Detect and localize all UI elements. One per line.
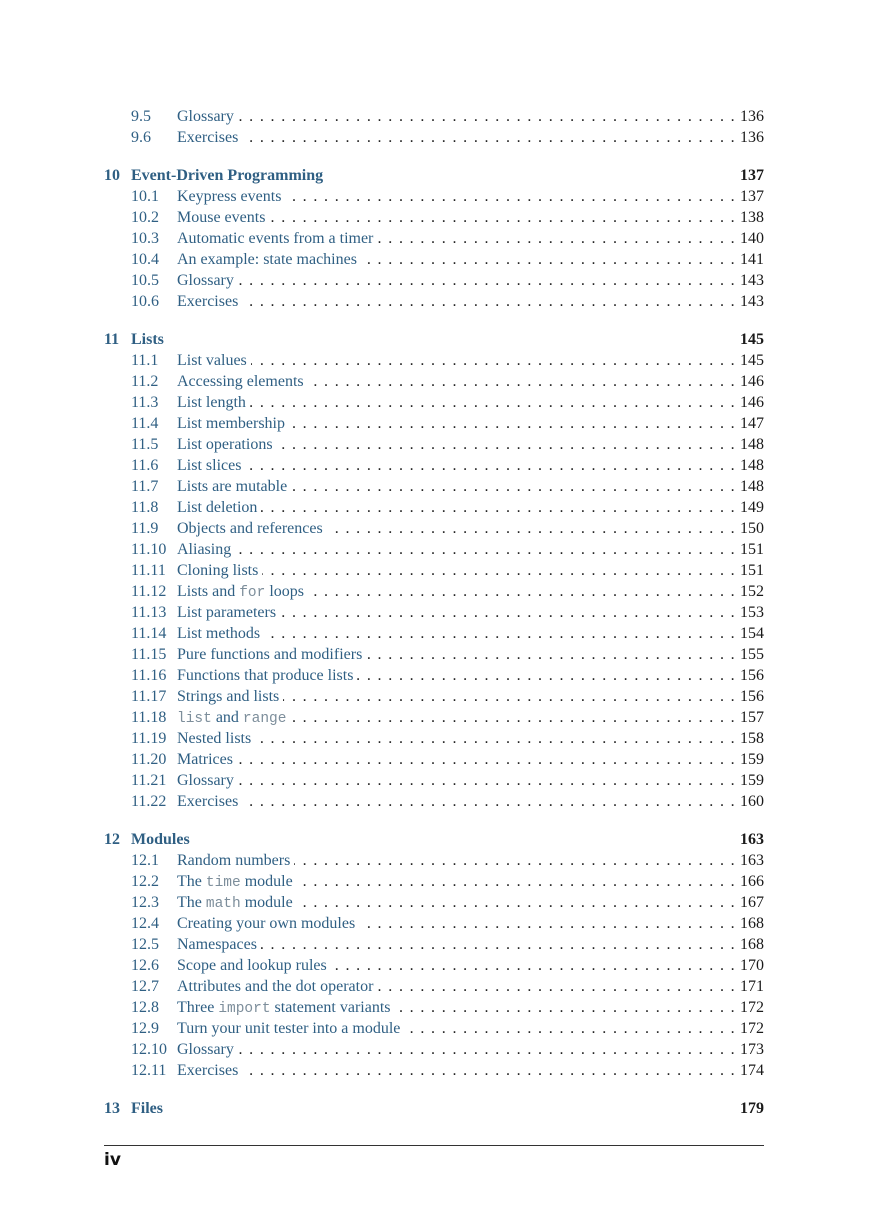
toc-section-entry[interactable] xyxy=(104,392,764,413)
toc-section-entry[interactable] xyxy=(104,976,764,997)
section-number[interactable]: 11.22 xyxy=(131,793,167,810)
section-page-number: 151 xyxy=(740,541,764,558)
dot-leader xyxy=(238,1039,736,1060)
toc-section-entry[interactable] xyxy=(104,249,764,270)
dot-leader xyxy=(245,455,736,476)
dot-leader xyxy=(269,207,736,228)
toc-chapter-entry[interactable] xyxy=(104,329,764,350)
title-text: Glossary xyxy=(177,1041,234,1058)
dot-leader xyxy=(280,602,736,623)
toc-section-entry[interactable] xyxy=(104,871,764,892)
section-page-number: 148 xyxy=(740,436,764,453)
section-page-number: 160 xyxy=(740,793,764,810)
title-text: Pure functions and modifiers xyxy=(177,646,363,663)
section-title-link[interactable] xyxy=(177,913,359,934)
section-title-link[interactable] xyxy=(177,207,269,228)
dot-leader xyxy=(327,518,736,539)
section-page-number: 157 xyxy=(740,709,764,726)
title-text: List slices xyxy=(177,457,242,474)
section-title-link[interactable] xyxy=(177,770,238,791)
dot-leader xyxy=(261,934,736,955)
dot-leader xyxy=(264,623,736,644)
toc-section-entry[interactable] xyxy=(104,455,764,476)
section-number[interactable]: 12.4 xyxy=(131,915,159,932)
dot-leader xyxy=(261,497,736,518)
section-number[interactable]: 9.6 xyxy=(131,129,151,146)
toc-section-entry[interactable] xyxy=(104,623,764,644)
toc-section-entry[interactable] xyxy=(104,665,764,686)
section-page-number: 138 xyxy=(740,209,764,226)
section-page-number: 166 xyxy=(740,873,764,890)
dot-leader xyxy=(361,249,736,270)
section-page-number: 143 xyxy=(740,272,764,289)
section-title-link[interactable] xyxy=(177,1039,238,1060)
section-number[interactable]: 12.7 xyxy=(131,978,159,995)
section-title-link[interactable] xyxy=(177,518,327,539)
section-number[interactable]: 11.14 xyxy=(131,625,167,642)
dot-leader xyxy=(290,707,736,728)
section-page-number: 156 xyxy=(740,688,764,705)
title-text: Creating your own modules xyxy=(177,915,356,932)
title-text: The xyxy=(177,894,206,911)
title-text: Automatic events from a timer xyxy=(177,230,374,247)
section-number[interactable]: 11.21 xyxy=(131,772,167,789)
toc-section-entry[interactable] xyxy=(104,850,764,871)
dot-leader xyxy=(359,913,736,934)
toc-section-entry[interactable] xyxy=(104,581,764,602)
toc-section-entry[interactable] xyxy=(104,106,764,127)
chapter-page-number: 145 xyxy=(740,331,764,348)
title-text: Cloning lists xyxy=(177,562,259,579)
section-number[interactable]: 12.5 xyxy=(131,936,159,953)
section-number[interactable]: 10.6 xyxy=(131,293,159,310)
toc-section-entry[interactable] xyxy=(104,913,764,934)
section-title-link[interactable] xyxy=(177,955,331,976)
toc-chapter-entry[interactable] xyxy=(104,165,764,186)
code-keyword: import xyxy=(218,1001,271,1017)
section-number[interactable]: 12.2 xyxy=(131,873,159,890)
section-title-link[interactable] xyxy=(177,392,250,413)
section-page-number: 156 xyxy=(740,667,764,684)
section-page-number: 151 xyxy=(740,562,764,579)
section-title-link[interactable] xyxy=(177,707,290,730)
section-page-number: 141 xyxy=(740,251,764,268)
section-page-number: 163 xyxy=(740,852,764,869)
section-number[interactable]: 11.12 xyxy=(131,583,167,600)
section-page-number: 153 xyxy=(740,604,764,621)
toc-section-entry[interactable] xyxy=(104,1039,764,1060)
title-text: Functions that produce lists xyxy=(177,667,354,684)
section-page-number: 167 xyxy=(740,894,764,911)
section-title-link[interactable] xyxy=(177,934,261,955)
section-page-number: 172 xyxy=(740,999,764,1016)
dot-leader xyxy=(377,228,736,249)
toc-section-entry[interactable] xyxy=(104,186,764,207)
code-keyword: for xyxy=(239,585,266,601)
section-title-link[interactable] xyxy=(177,976,377,997)
title-text: List methods xyxy=(177,625,261,642)
section-title-link[interactable] xyxy=(177,371,308,392)
section-page-number: 136 xyxy=(740,108,764,125)
title-text: Strings and lists xyxy=(177,688,280,705)
toc-section-entry[interactable] xyxy=(104,413,764,434)
page-number: iv xyxy=(104,1150,121,1170)
title-text: module xyxy=(240,873,293,890)
section-number[interactable]: 12.3 xyxy=(131,894,159,911)
title-text: List membership xyxy=(177,415,285,432)
section-number[interactable]: 11.15 xyxy=(131,646,167,663)
section-number[interactable]: 10.4 xyxy=(131,251,159,268)
section-title-link[interactable] xyxy=(177,476,291,497)
section-title-link[interactable] xyxy=(177,413,289,434)
section-number[interactable]: 11.17 xyxy=(131,688,167,705)
section-title-link[interactable] xyxy=(177,497,261,518)
dot-leader xyxy=(238,106,736,127)
toc-section-entry[interactable] xyxy=(104,371,764,392)
section-title-link[interactable] xyxy=(177,539,235,560)
title-text: Attributes and the dot operator xyxy=(177,978,374,995)
section-title-link[interactable] xyxy=(177,997,395,1020)
title-text: Lists are mutable xyxy=(177,478,288,495)
dot-leader xyxy=(238,270,736,291)
title-text: Objects and references xyxy=(177,520,323,537)
dot-leader xyxy=(404,1018,736,1039)
toc-section-entry[interactable] xyxy=(104,127,764,148)
section-number[interactable]: 11.19 xyxy=(131,730,167,747)
section-number[interactable]: 11.18 xyxy=(131,709,167,726)
section-page-number: 155 xyxy=(740,646,764,663)
section-title-link[interactable] xyxy=(177,270,238,291)
title-text: An example: state machines xyxy=(177,251,357,268)
section-number[interactable]: 9.5 xyxy=(131,108,151,125)
section-number[interactable]: 11.3 xyxy=(131,394,159,411)
title-text: List values xyxy=(177,352,247,369)
section-page-number: 145 xyxy=(740,352,764,369)
section-title-link[interactable] xyxy=(177,602,280,623)
section-title-link[interactable] xyxy=(177,455,245,476)
dot-leader xyxy=(283,686,736,707)
section-title-link[interactable] xyxy=(177,106,238,127)
dot-leader xyxy=(297,892,736,913)
dot-leader xyxy=(308,371,736,392)
toc-section-entry[interactable] xyxy=(104,1018,764,1039)
title-text: List parameters xyxy=(177,604,277,621)
section-page-number: 140 xyxy=(740,230,764,247)
section-number[interactable]: 11.10 xyxy=(131,541,167,558)
section-number[interactable]: 11.6 xyxy=(131,457,159,474)
section-page-number: 159 xyxy=(740,751,764,768)
title-text: Exercises xyxy=(177,793,239,810)
section-title-link[interactable] xyxy=(177,623,264,644)
section-title-link[interactable] xyxy=(177,1018,404,1039)
title-text: List operations xyxy=(177,436,273,453)
table-of-contents xyxy=(104,106,764,1119)
section-page-number: 148 xyxy=(740,457,764,474)
toc-section-entry[interactable] xyxy=(104,518,764,539)
dot-leader xyxy=(237,749,736,770)
section-page-number: 159 xyxy=(740,772,764,789)
toc-section-entry[interactable] xyxy=(104,934,764,955)
section-title-link[interactable] xyxy=(177,850,294,871)
section-number[interactable]: 12.10 xyxy=(131,1041,167,1058)
dot-leader xyxy=(297,871,736,892)
chapter-number: 11 xyxy=(104,331,120,348)
section-number[interactable]: 11.4 xyxy=(131,415,159,432)
code-keyword: math xyxy=(205,896,241,912)
title-text: Turn your unit tester into a module xyxy=(177,1020,401,1037)
section-title-link[interactable] xyxy=(177,728,255,749)
dot-leader xyxy=(294,850,736,871)
section-page-number: 174 xyxy=(740,1062,764,1079)
toc-section-entry[interactable] xyxy=(104,539,764,560)
chapter-page-number: 179 xyxy=(740,1100,764,1117)
title-text: Random numbers xyxy=(177,852,291,869)
section-number[interactable]: 12.9 xyxy=(131,1020,159,1037)
chapter-number: 10 xyxy=(104,167,120,184)
toc-section-entry[interactable] xyxy=(104,686,764,707)
chapter-number: 12 xyxy=(104,831,120,848)
section-title-link[interactable] xyxy=(177,581,308,604)
section-number[interactable]: 12.8 xyxy=(131,999,159,1016)
chapter-title-link[interactable]: Files xyxy=(131,1100,163,1117)
section-page-number: 158 xyxy=(740,730,764,747)
section-number[interactable]: 11.1 xyxy=(131,352,159,369)
section-page-number: 136 xyxy=(740,129,764,146)
section-number[interactable]: 10.5 xyxy=(131,272,159,289)
code-keyword: time xyxy=(205,875,241,891)
section-number[interactable]: 11.2 xyxy=(131,373,159,390)
section-number[interactable]: 11.9 xyxy=(131,520,159,537)
dot-leader xyxy=(255,728,736,749)
code-keyword: list xyxy=(177,711,212,727)
section-title-link[interactable] xyxy=(177,434,277,455)
section-page-number: 149 xyxy=(740,499,764,516)
section-number[interactable]: 11.16 xyxy=(131,667,167,684)
section-title-link[interactable] xyxy=(177,749,237,770)
section-page-number: 137 xyxy=(740,188,764,205)
title-text: Three xyxy=(177,999,219,1016)
section-title-link[interactable] xyxy=(177,186,285,207)
dot-leader xyxy=(285,186,736,207)
section-title-link[interactable] xyxy=(177,892,297,915)
title-text: Exercises xyxy=(177,293,239,310)
section-page-number: 146 xyxy=(740,373,764,390)
toc-section-entry[interactable] xyxy=(104,997,764,1018)
dot-leader xyxy=(235,539,736,560)
section-page-number: 170 xyxy=(740,957,764,974)
toc-section-entry[interactable] xyxy=(104,350,764,371)
toc-section-entry[interactable] xyxy=(104,892,764,913)
section-number[interactable]: 11.5 xyxy=(131,436,159,453)
dot-leader xyxy=(291,476,736,497)
dot-leader xyxy=(242,791,736,812)
dot-leader xyxy=(242,127,736,148)
title-text: List length xyxy=(177,394,246,411)
title-text: module xyxy=(240,894,293,911)
toc-section-entry[interactable] xyxy=(104,791,764,812)
title-text: Glossary xyxy=(177,772,234,789)
dot-leader xyxy=(331,955,736,976)
title-text: loops xyxy=(265,583,304,600)
section-page-number: 168 xyxy=(740,936,764,953)
section-title-link[interactable] xyxy=(177,791,242,812)
dot-leader xyxy=(250,392,736,413)
toc-section-entry[interactable] xyxy=(104,207,764,228)
section-number[interactable]: 11.7 xyxy=(131,478,159,495)
section-number[interactable]: 12.1 xyxy=(131,852,159,869)
toc-section-entry[interactable] xyxy=(104,955,764,976)
chapter-page-number: 163 xyxy=(740,831,764,848)
section-title-link[interactable] xyxy=(177,350,251,371)
toc-section-entry[interactable] xyxy=(104,728,764,749)
section-page-number: 150 xyxy=(740,520,764,537)
dot-leader xyxy=(289,413,736,434)
section-title-link[interactable] xyxy=(177,228,377,249)
dot-leader xyxy=(366,644,736,665)
chapter-title-link[interactable]: Modules xyxy=(131,831,190,848)
toc-chapter-entry[interactable] xyxy=(104,1098,764,1119)
section-page-number: 172 xyxy=(740,1020,764,1037)
toc-section-entry[interactable] xyxy=(104,476,764,497)
title-text: Exercises xyxy=(177,1062,239,1079)
title-text: Nested lists xyxy=(177,730,252,747)
dot-leader xyxy=(357,665,736,686)
toc-section-entry[interactable] xyxy=(104,560,764,581)
section-title-link[interactable] xyxy=(177,871,297,894)
section-title-link[interactable] xyxy=(177,644,366,665)
section-page-number: 173 xyxy=(740,1041,764,1058)
section-title-link[interactable] xyxy=(177,1060,242,1081)
section-page-number: 168 xyxy=(740,915,764,932)
title-text: Scope and lookup rules xyxy=(177,957,327,974)
title-text: Glossary xyxy=(177,108,234,125)
section-title-link[interactable] xyxy=(177,249,361,270)
section-title-link[interactable] xyxy=(177,665,357,686)
section-number[interactable]: 11.13 xyxy=(131,604,167,621)
title-text: Exercises xyxy=(177,129,239,146)
section-number[interactable]: 10.1 xyxy=(131,188,159,205)
section-number[interactable]: 12.6 xyxy=(131,957,159,974)
toc-section-entry[interactable] xyxy=(104,707,764,728)
title-text: statement variants xyxy=(270,999,391,1016)
section-title-link[interactable] xyxy=(177,127,242,148)
dot-leader xyxy=(395,997,737,1018)
chapter-number: 13 xyxy=(104,1100,120,1117)
section-number[interactable]: 10.2 xyxy=(131,209,159,226)
title-text: Aliasing xyxy=(177,541,232,558)
toc-chapter-entry[interactable] xyxy=(104,829,764,850)
dot-leader xyxy=(308,581,736,602)
footer-rule xyxy=(104,1145,764,1146)
chapter-page-number: 137 xyxy=(740,167,764,184)
section-page-number: 146 xyxy=(740,394,764,411)
title-text: The xyxy=(177,873,206,890)
dot-leader xyxy=(242,291,736,312)
section-title-link[interactable] xyxy=(177,686,283,707)
chapter-title-link[interactable]: Event-Driven Programming xyxy=(131,167,324,184)
title-text: Accessing elements xyxy=(177,373,304,390)
section-title-link[interactable] xyxy=(177,291,242,312)
toc-section-entry[interactable] xyxy=(104,291,764,312)
toc-section-entry[interactable] xyxy=(104,434,764,455)
dot-leader xyxy=(277,434,736,455)
dot-leader xyxy=(251,350,736,371)
dot-leader xyxy=(242,1060,736,1081)
section-page-number: 154 xyxy=(740,625,764,642)
title-text: Keypress events xyxy=(177,188,282,205)
toc-section-entry[interactable] xyxy=(104,602,764,623)
title-text: Mouse events xyxy=(177,209,266,226)
title-text: Matrices xyxy=(177,751,233,768)
toc-section-entry[interactable] xyxy=(104,497,764,518)
code-keyword: range xyxy=(242,711,287,727)
section-number[interactable]: 11.8 xyxy=(131,499,159,516)
toc-section-entry[interactable] xyxy=(104,270,764,291)
title-text: and xyxy=(211,709,243,726)
title-text: Glossary xyxy=(177,272,234,289)
dot-leader xyxy=(262,560,736,581)
section-number[interactable]: 12.11 xyxy=(131,1062,167,1079)
section-number[interactable]: 10.3 xyxy=(131,230,159,247)
title-text: Namespaces xyxy=(177,936,257,953)
chapter-title-link[interactable]: Lists xyxy=(131,331,164,348)
toc-section-entry[interactable] xyxy=(104,228,764,249)
dot-leader xyxy=(238,770,736,791)
section-number[interactable]: 11.11 xyxy=(131,562,166,579)
dot-leader xyxy=(377,976,736,997)
section-page-number: 152 xyxy=(740,583,764,600)
section-page-number: 143 xyxy=(740,293,764,310)
section-page-number: 147 xyxy=(740,415,764,432)
title-text: Lists and xyxy=(177,583,240,600)
section-title-link[interactable] xyxy=(177,560,262,581)
toc-section-entry[interactable] xyxy=(104,749,764,770)
toc-section-entry[interactable] xyxy=(104,770,764,791)
section-page-number: 148 xyxy=(740,478,764,495)
toc-section-entry[interactable] xyxy=(104,644,764,665)
section-page-number: 171 xyxy=(740,978,764,995)
section-number[interactable]: 11.20 xyxy=(131,751,167,768)
title-text: List deletion xyxy=(177,499,258,516)
toc-section-entry[interactable] xyxy=(104,1060,764,1081)
